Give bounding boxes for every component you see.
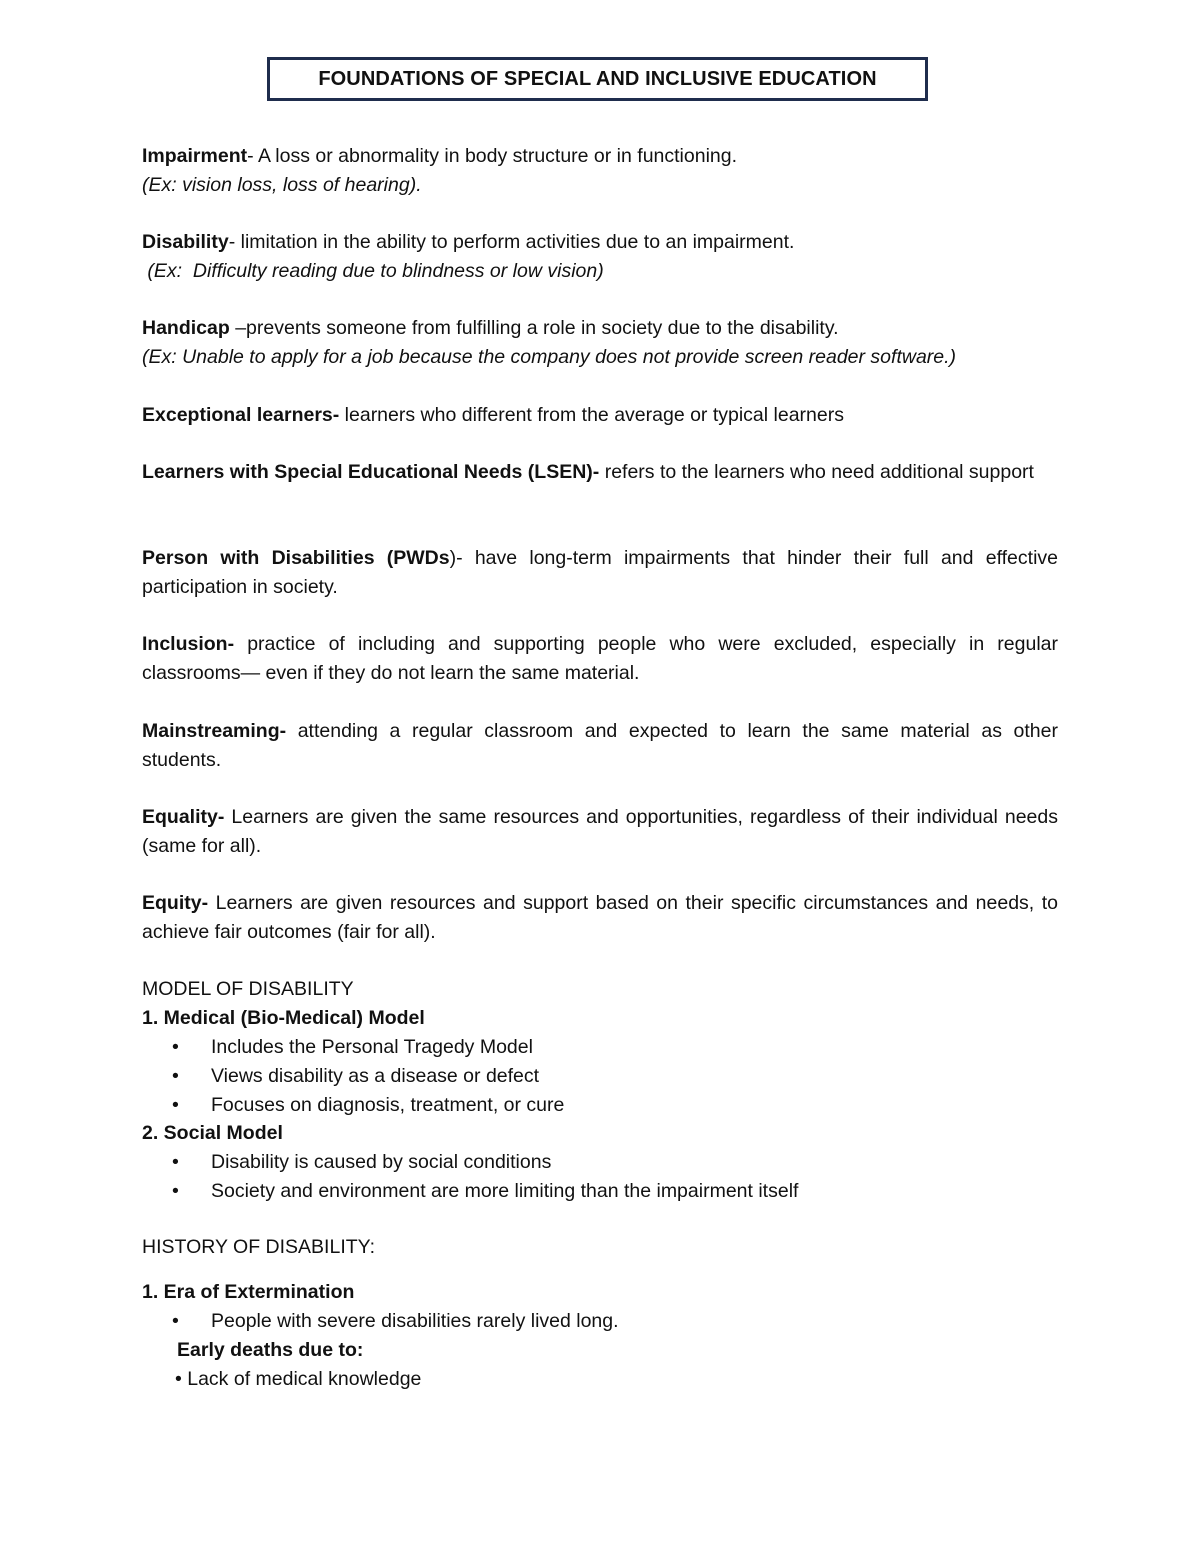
definition-text: refers to the learners who need additional support: [599, 461, 1034, 483]
history-subheading: Early deaths due to:: [177, 1339, 364, 1361]
definition-text: )- have long-term impairments that hinder their full and effective participation in society.: [142, 547, 1058, 598]
term: Handicap: [142, 317, 230, 339]
definition-impairment: [142, 142, 1058, 171]
model-medical-title: 1. Medical (Bio-Medical) Model: [142, 1007, 425, 1029]
list-item: [172, 1062, 539, 1091]
history-heading: HISTORY OF DISABILITY:: [142, 1236, 375, 1258]
term: Exceptional learners-: [142, 404, 340, 426]
term: Impairment: [142, 145, 248, 167]
list-item-text: Focuses on diagnosis, treatment, or cure: [211, 1094, 565, 1116]
list-item-text: Includes the Personal Tragedy Model: [211, 1036, 533, 1058]
definition-text: - limitation in the ability to perform activities due to an impairment.: [228, 231, 795, 253]
bullet-icon: •: [172, 1065, 179, 1087]
definition-equality: [142, 803, 1058, 861]
example-impairment: (Ex: vision loss, loss of hearing).: [142, 174, 422, 196]
definition-inclusion: [142, 630, 1058, 688]
era-title: 1. Era of Extermination: [142, 1281, 355, 1303]
list-item-text: Views disability as a disease or defect: [211, 1065, 540, 1087]
list-item: [172, 1091, 564, 1120]
term: Mainstreaming-: [142, 720, 287, 742]
definition-text: –prevents someone from fulfilling a role in society due to the disability.: [229, 317, 839, 339]
definition-lsen: [142, 458, 1058, 487]
definition-exceptional-learners: [142, 401, 1058, 430]
definition-equity: [142, 889, 1058, 947]
bullet-icon: •: [172, 1310, 179, 1332]
models-heading: MODEL OF DISABILITY: [142, 978, 354, 1000]
bullet-icon: •: [172, 1180, 179, 1202]
definition-disability: [142, 228, 1058, 257]
list-item-text: People with severe disabilities rarely lived long.: [211, 1310, 619, 1332]
definition-text: Learners are given the same resources and opportunities, regardless of their individual needs (same for all).: [142, 806, 1058, 857]
definition-text: Learners are given resources and support based on their specific circumstances and needs, to achieve fair outcomes (fair for all).: [142, 892, 1058, 943]
definition-handicap: [142, 314, 1058, 343]
definition-text: learners who different from the average or typical learners: [339, 404, 844, 426]
definition-text: attending a regular classroom and expected to learn the same material as other students.: [142, 720, 1058, 771]
list-item: • Lack of medical knowledge: [175, 1368, 422, 1390]
term: Learners with Special Educational Needs (LSEN)-: [142, 461, 600, 483]
list-item-text: Disability is caused by social conditions: [211, 1151, 552, 1173]
example-disability: (Ex: Difficulty reading due to blindness or low vision): [142, 260, 604, 282]
bullet-icon: •: [172, 1094, 179, 1116]
example-handicap: (Ex: Unable to apply for a job because the company does not provide screen reader software.): [142, 346, 957, 368]
list-item: [172, 1177, 798, 1206]
bullet-icon: •: [172, 1036, 179, 1058]
term: Inclusion-: [142, 633, 235, 655]
list-item: [172, 1033, 533, 1062]
bullet-icon: •: [172, 1151, 179, 1173]
definition-pwds: [142, 544, 1058, 602]
term: Person with Disabilities (PWDs: [142, 547, 450, 569]
term: Equity-: [142, 892, 209, 914]
definition-text: practice of including and supporting people who were excluded, especially in regular classrooms— even if they do not learn the same material.: [142, 633, 1058, 684]
term: Disability: [142, 231, 229, 253]
term: Equality-: [142, 806, 225, 828]
list-item-text: Society and environment are more limiting than the impairment itself: [211, 1180, 799, 1202]
document-title: FOUNDATIONS OF SPECIAL AND INCLUSIVE EDUCATION: [267, 57, 928, 101]
list-item: [172, 1148, 551, 1177]
model-social-title: 2. Social Model: [142, 1122, 283, 1144]
definition-text: - A loss or abnormality in body structure or in functioning.: [247, 145, 738, 167]
list-item: [172, 1307, 619, 1336]
definition-mainstreaming: [142, 717, 1058, 775]
